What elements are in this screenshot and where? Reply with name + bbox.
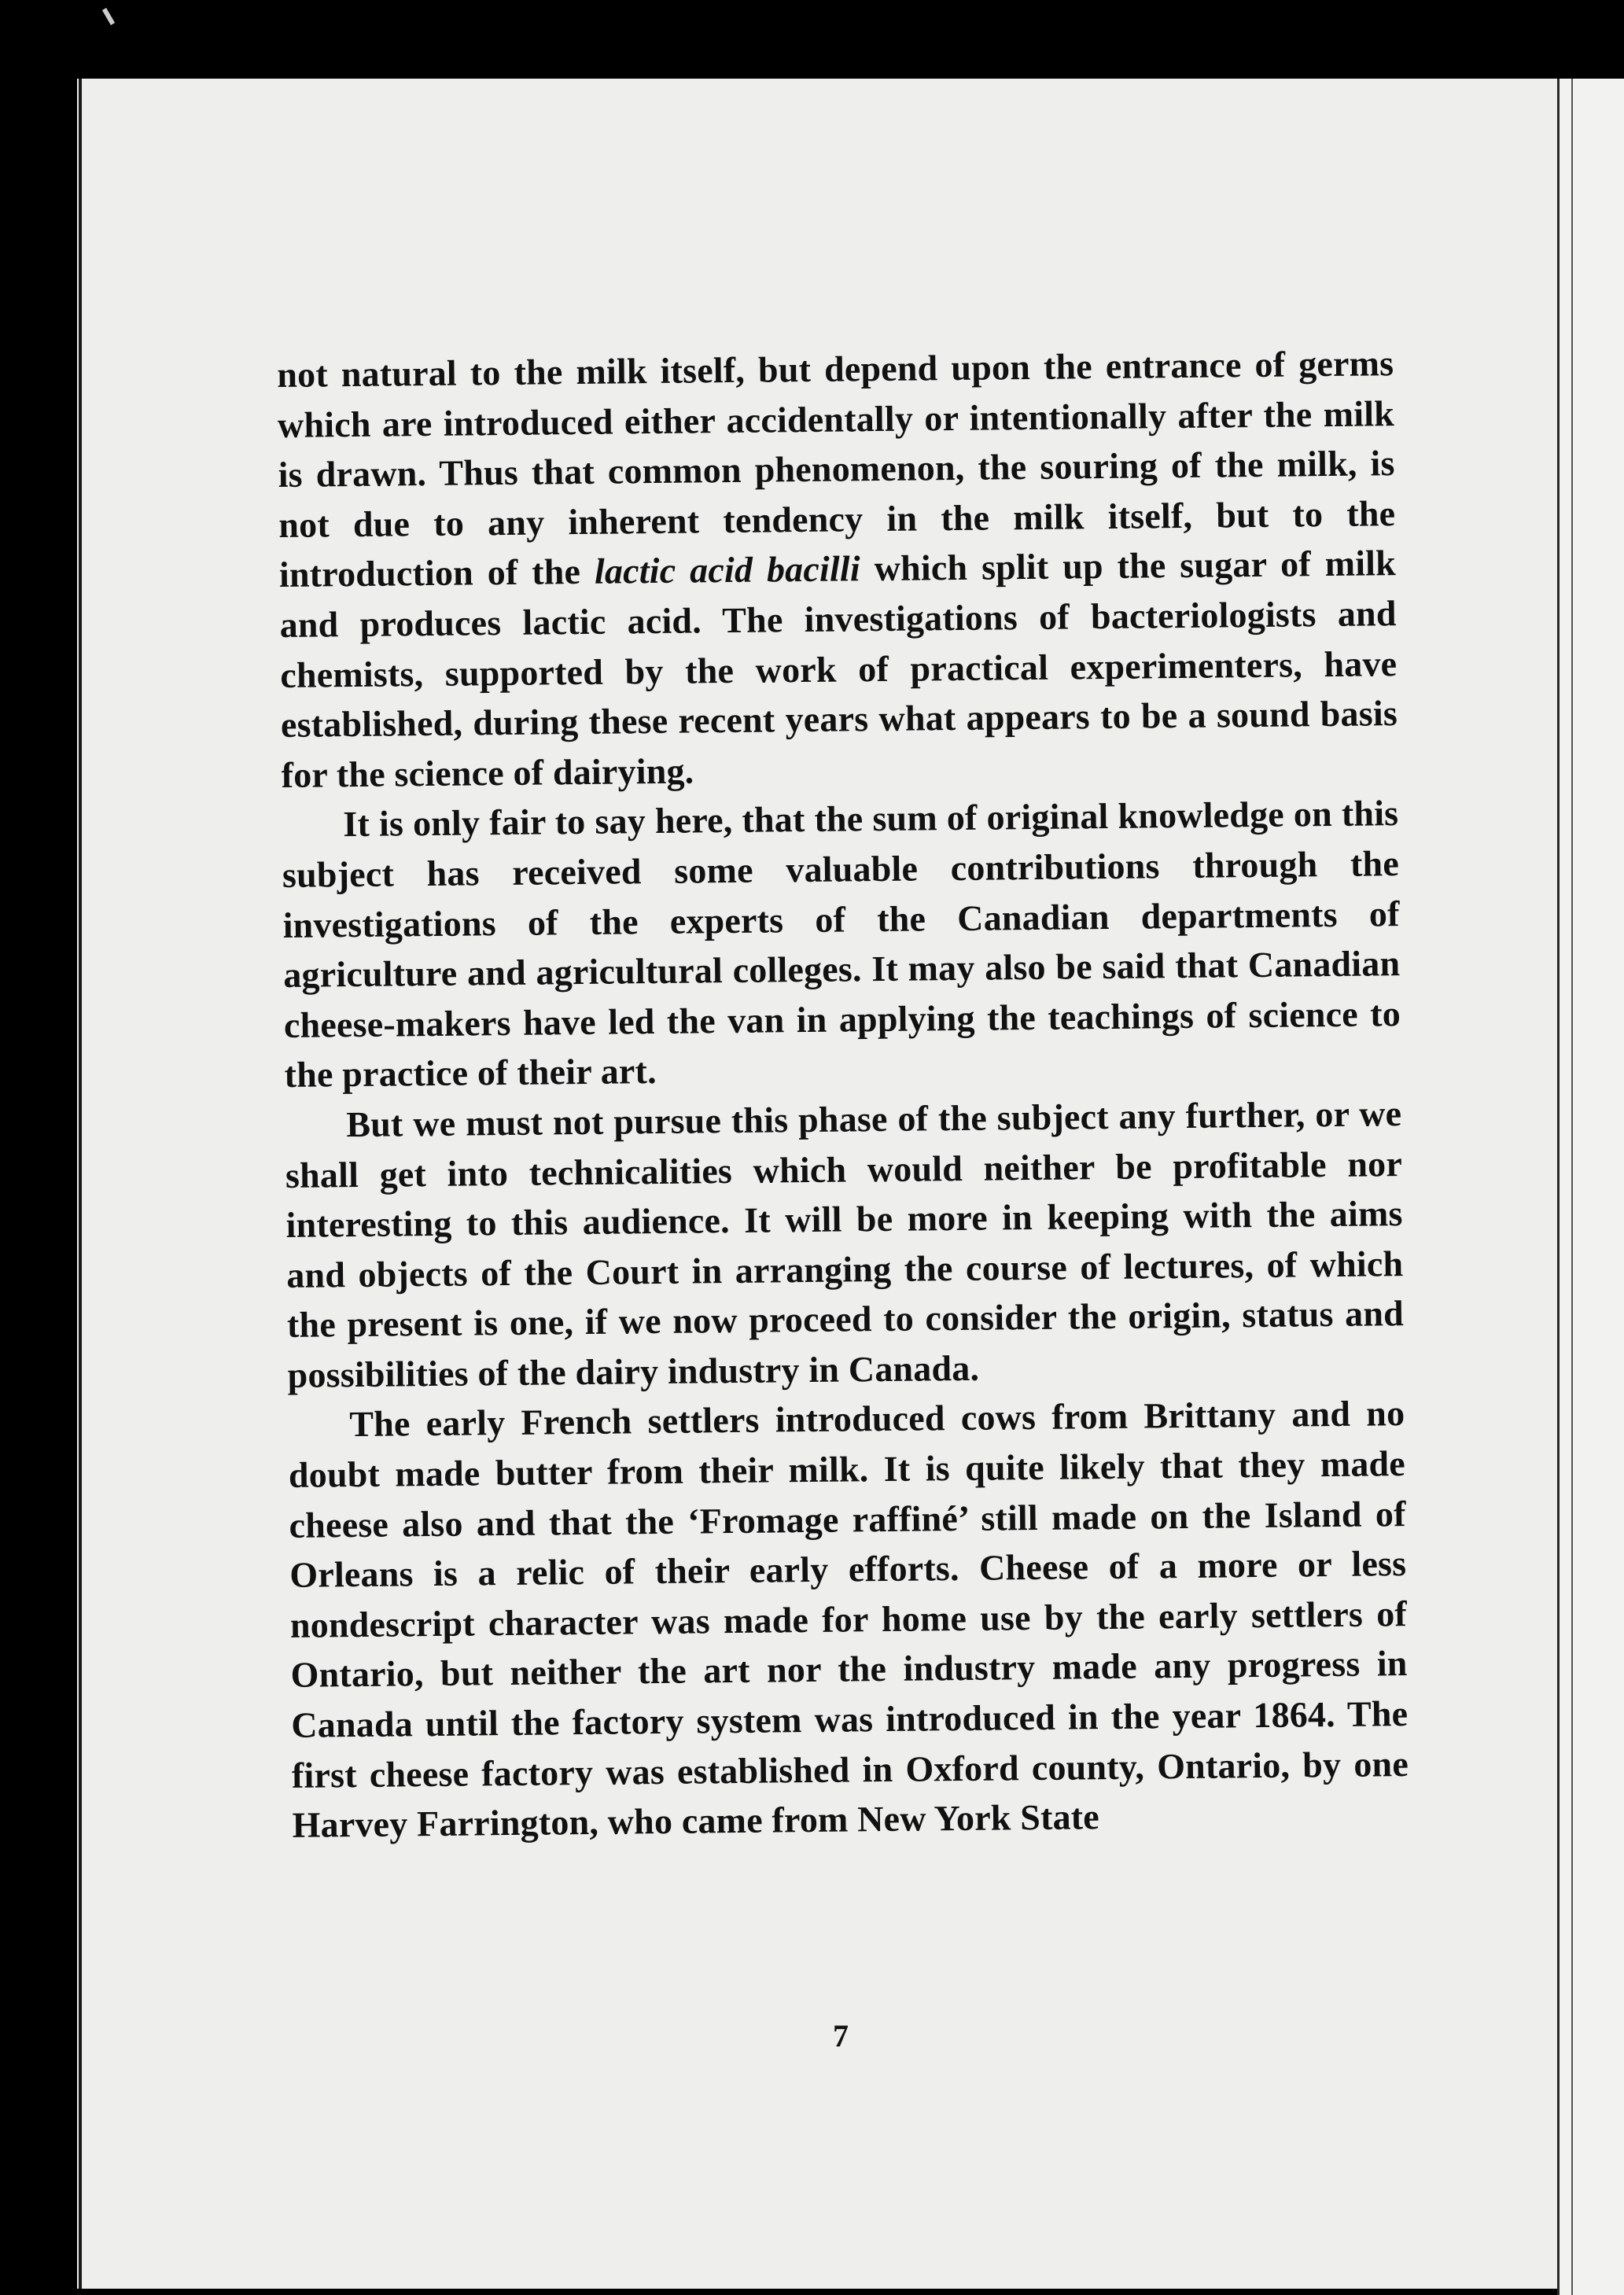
- body-text: [277, 338, 1409, 1851]
- page-number-text: 7: [833, 2018, 849, 2054]
- paragraph-1-italic-term: lactic acid bacilli: [594, 548, 861, 592]
- paragraph-4: [288, 1389, 1409, 1851]
- paragraph-3: [285, 1089, 1405, 1400]
- paragraph-1-text-b: which split up the sugar of milk and produces lactic acid. The investigations of bacteriologists and chemists, supported by the work of practical experimenters, have established, during these recent years what appears to be a sound basis for the science of dairying.: [279, 543, 1398, 795]
- page-number: [77, 2017, 1557, 2054]
- paragraph-2-text: It is only fair to say here, that the sum of original knowledge on this subject has received some valuable contributions through the investigations of the experts of the Canadian departments of agriculture and agricultural colleges. It may also be said that Canadian cheese-makers have led the van in applying the teachings of science to the practice of their art.: [282, 793, 1401, 1096]
- book-page: [77, 79, 1557, 2289]
- scan-artifact-mark: [102, 8, 115, 25]
- adjacent-page-edge: [1557, 79, 1624, 2295]
- paragraph-2: [282, 788, 1401, 1100]
- paragraph-3-text: But we must not pursue this phase of the subject any further, or we shall get into technicalities which would neither be profitable nor interesting to this audience. It will be more in keeping with the aims and objects of the Court in arranging the course of lectures, of which the present is one, if we now proceed to consider the origin, status and possibilities of the dairy industry in Canada.: [285, 1092, 1405, 1395]
- paragraph-1-text-a: not natural to the milk itself, but depend upon the entrance of germs which are introduced either accidentally or intentionally after the milk is drawn. Thus that common phenomenon, the souring of the milk, is not due to any inherent tendency in the milk itself, but to the introduction of the: [277, 343, 1396, 595]
- paragraph-1: [277, 338, 1398, 800]
- paragraph-4-text: The early French settlers introduced cows from Brittany and no doubt made butter from their milk. It is quite likely that they made cheese also and that the ‘Fromage raffiné’ still made on the Island of Orleans is a relic of their early efforts. Cheese of a more or less nondescript character was made for home use by the early settlers of Ontario, but neither the art nor the industry made any progress in Canada until the factory system was introduced in the year 1864. The first cheese factory was established in Oxford county, Ontario, by one Harvey Farrington, who came from New York State: [288, 1393, 1409, 1846]
